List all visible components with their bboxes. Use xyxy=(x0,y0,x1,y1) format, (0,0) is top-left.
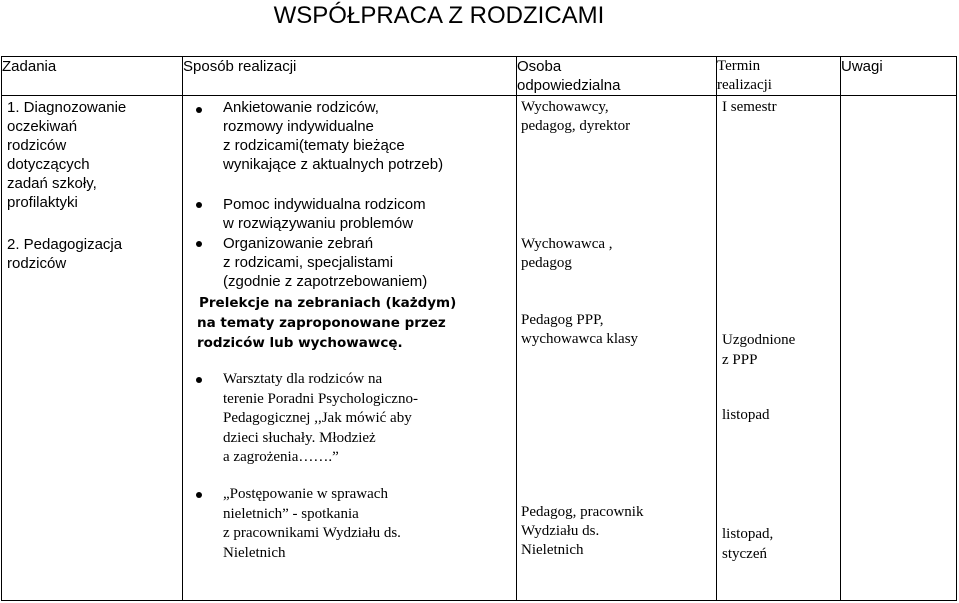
responsible-3-line: wychowawca klasy xyxy=(521,331,639,347)
cooperation-table xyxy=(1,56,957,601)
method-2 xyxy=(223,195,426,233)
deadline-2-line: z PPP xyxy=(722,352,758,368)
page-title: WSPÓŁPRACA Z RODZICAMI xyxy=(273,2,605,29)
responsible-2 xyxy=(521,235,613,273)
task-1-line: oczekiwań xyxy=(7,118,78,135)
method-5-line: a zagrożenia…….” xyxy=(223,449,339,465)
responsible-1-line: Wychowawcy, xyxy=(521,99,609,115)
deadline-4-line: listopad, xyxy=(722,526,774,542)
method-4-line: rodziców lub wychowawcę. xyxy=(197,335,403,351)
responsible-3-line: Pedagog PPP, xyxy=(521,312,604,328)
method-5 xyxy=(223,370,418,468)
method-5-line: terenie Poradni Psychologiczno- xyxy=(223,390,418,407)
task-1-line: rodziców xyxy=(7,137,67,154)
task-2 xyxy=(7,235,122,273)
responsible-1 xyxy=(521,98,630,136)
header-sposob: Sposób realizacji xyxy=(183,57,517,96)
method-6-line: Nieletnich xyxy=(223,544,286,561)
header-termin-line2: realizacji xyxy=(717,77,772,93)
responsible-3 xyxy=(521,311,638,349)
task-2-line: 2. Pedagogizacja xyxy=(7,236,123,253)
bullet-icon xyxy=(196,377,202,383)
responsible-4-line: Wydziału ds. xyxy=(521,523,600,539)
notes-cell xyxy=(841,96,957,601)
responsible-cell xyxy=(517,96,717,601)
responsible-4 xyxy=(521,503,643,560)
header-osoba-line2: odpowiedzialna xyxy=(517,77,621,94)
header-uwagi: Uwagi xyxy=(841,57,957,96)
method-6-line: z pracownikami Wydziału ds. xyxy=(223,525,401,541)
method-1-line: Ankietowanie rodziców, xyxy=(223,99,379,116)
deadline-1: I semestr xyxy=(722,99,777,115)
bullet-icon xyxy=(196,241,202,247)
method-5-line: Pedagogicznej ,,Jak mówić aby xyxy=(223,410,412,426)
methods-cell xyxy=(183,96,517,601)
method-4-line: Prelekcje na zebraniach (każdym) xyxy=(199,295,457,311)
task-1-line: profilaktyki xyxy=(7,194,78,211)
method-1-line: wynikające z aktualnych potrzeb) xyxy=(223,156,444,173)
responsible-4-line: Pedagog, pracownik xyxy=(521,504,644,520)
header-zadania: Zadania xyxy=(2,57,183,96)
method-3 xyxy=(223,234,427,291)
method-6-line: nieletnich” - spotkania xyxy=(223,505,359,522)
method-1 xyxy=(223,98,443,174)
method-2-line: Pomoc indywidualna rodzicom xyxy=(223,196,426,213)
task-2-line: rodziców xyxy=(7,255,67,272)
body-row xyxy=(2,96,957,601)
header-termin xyxy=(717,57,841,96)
deadline-2-line: Uzgodnione xyxy=(722,332,796,348)
method-5-line: dzieci słuchały. Młodzież xyxy=(223,429,376,446)
bullet-icon xyxy=(196,202,202,208)
method-6 xyxy=(223,485,401,563)
responsible-4-line: Nieletnich xyxy=(521,542,584,558)
method-2-line: w rozwiązywaniu problemów xyxy=(223,215,414,232)
method-3-line: Organizowanie zebrań xyxy=(223,235,374,252)
responsible-2-line: pedagog xyxy=(521,255,572,271)
task-1 xyxy=(7,98,126,212)
task-1-line: 1. Diagnozowanie xyxy=(7,99,127,116)
responsible-1-line: pedagog, dyrektor xyxy=(521,118,631,134)
deadline-2 xyxy=(722,330,795,370)
method-1-line: z rodzicami(tematy bieżące xyxy=(223,137,405,154)
bullet-icon xyxy=(196,492,202,498)
header-osoba-line1: Osoba xyxy=(517,58,562,75)
header-osoba xyxy=(517,57,717,96)
method-4-line: na tematy zaproponowane przez xyxy=(197,315,446,331)
method-5-line: Warsztaty dla rodziców na xyxy=(223,371,383,387)
header-row xyxy=(2,57,957,96)
method-4 xyxy=(197,293,456,353)
method-6-line: „Postępowanie w sprawach xyxy=(223,486,388,502)
deadline-4 xyxy=(722,524,773,564)
header-termin-line1: Termin xyxy=(717,58,761,74)
task-1-line: dotyczących xyxy=(7,156,90,173)
tasks-cell xyxy=(2,96,183,601)
task-1-line: zadań szkoły, xyxy=(7,175,97,192)
deadline-3: listopad xyxy=(722,407,770,423)
method-3-line: z rodzicami, specjalistami xyxy=(223,254,394,271)
responsible-2-line: Wychowawca , xyxy=(521,236,613,252)
deadline-4-line: styczeń xyxy=(722,546,767,562)
deadline-cell xyxy=(717,96,841,601)
method-3-line: (zgodnie z zapotrzebowaniem) xyxy=(223,273,428,290)
bullet-icon xyxy=(196,107,202,113)
method-1-line: rozmowy indywidualne xyxy=(223,118,374,135)
